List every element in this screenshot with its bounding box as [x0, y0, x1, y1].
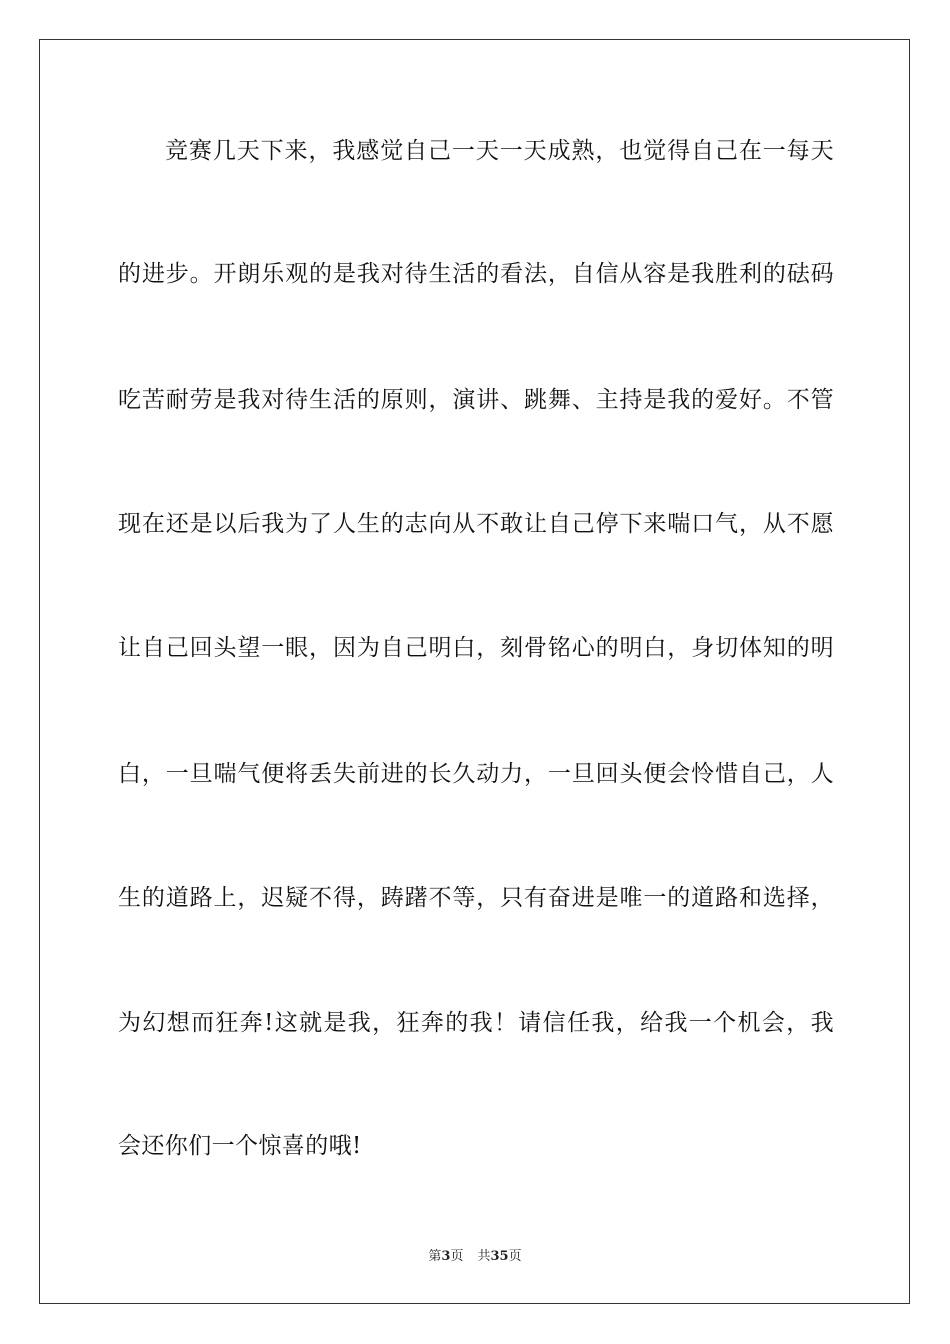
total-suffix: 页 [508, 1249, 522, 1264]
page-border [39, 39, 910, 1304]
text-line-8: 为幻想而狂奔!这就是我，狂奔的我！请信任我，给我一个机会，我 [118, 1010, 834, 1036]
page-footer [0, 1248, 950, 1266]
text-line-1: 竞赛几天下来，我感觉自己一天一天成熟，也觉得自己在一每天 [165, 138, 834, 164]
text-line-6: 白，一旦喘气便将丢失前进的长久动力，一旦回头便会怜惜自己，人 [118, 761, 834, 787]
text-line-2: 的进步。开朗乐观的是我对待生活的看法，自信从容是我胜利的砝码 [118, 261, 834, 287]
page-prefix: 第 [428, 1249, 442, 1264]
total-prefix: 共 [477, 1249, 491, 1264]
page-suffix: 页 [450, 1249, 464, 1264]
text-line-7: 生的道路上，迟疑不得，踌躇不等，只有奋进是唯一的道路和选择， [118, 885, 834, 911]
text-line-3: 吃苦耐劳是我对待生活的原则，演讲、跳舞、主持是我的爱好。不管 [118, 387, 834, 413]
text-line-5: 让自己回头望一眼，因为自己明白，刻骨铭心的明白，身切体知的明 [118, 635, 834, 661]
page-number: 3 [441, 1249, 451, 1264]
text-line-9: 会还你们一个惊喜的哦! [118, 1133, 362, 1159]
text-line-4: 现在还是以后我为了人生的志向从不敢让自己停下来喘口气，从不愿 [118, 511, 834, 537]
total-pages: 35 [490, 1249, 509, 1264]
